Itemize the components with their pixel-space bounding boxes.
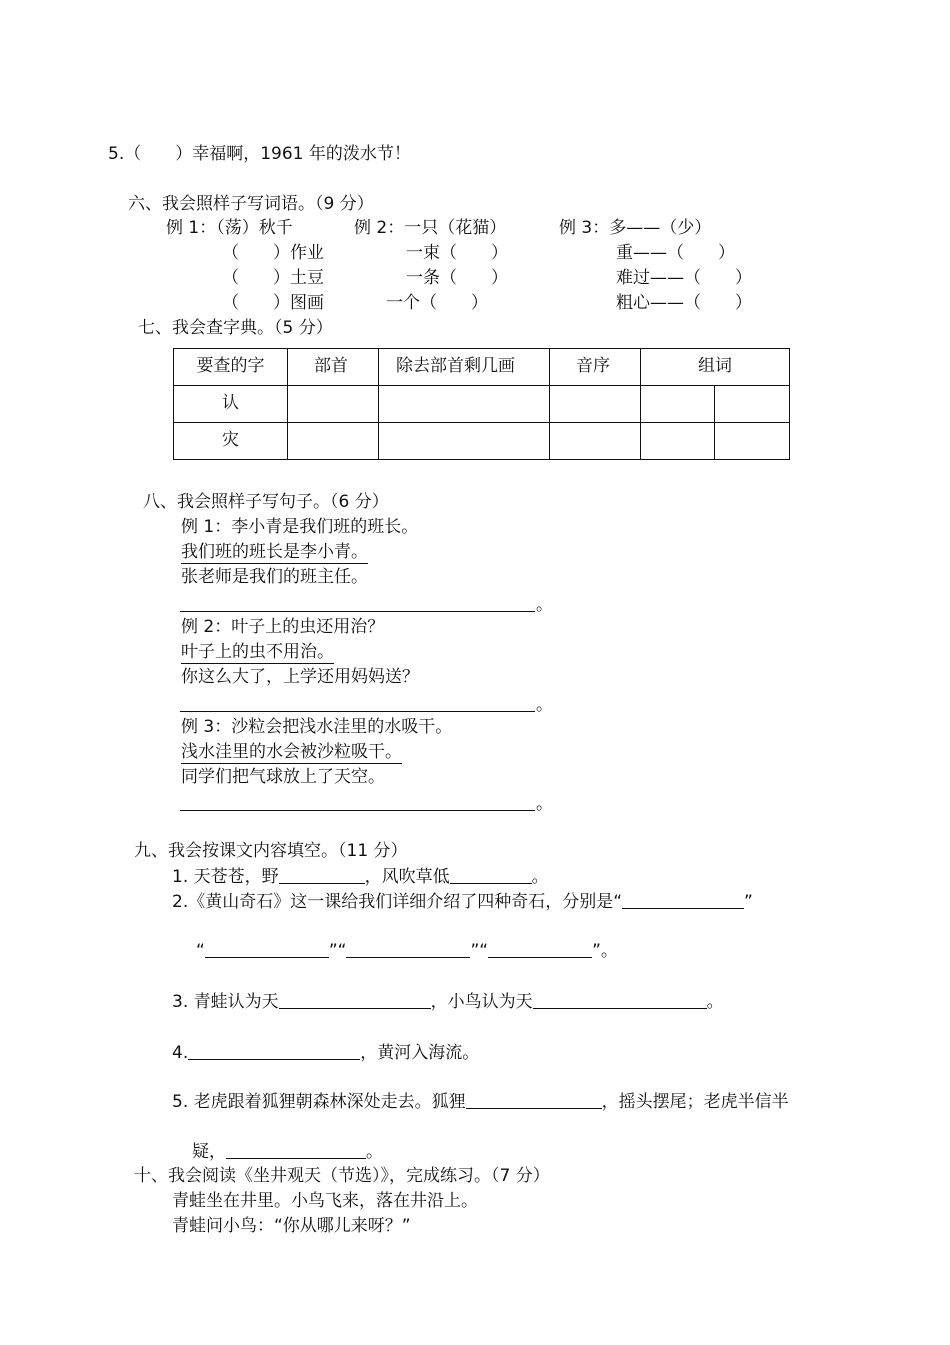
dictionary-table — [173, 348, 790, 460]
s10-passage-line: 青蛙坐在井里。小鸟飞来，落在井沿上。 — [172, 1191, 478, 1211]
answer-cell[interactable] — [641, 423, 715, 460]
s8-example-1: 例 1：李小青是我们班的班长。 — [181, 517, 419, 537]
fill-blank[interactable] — [533, 990, 707, 1009]
s6-col2-item: 一条（ ） — [406, 268, 508, 288]
period: 。 — [536, 695, 553, 715]
section-6-heading: 六、我会照样子写词语。（9 分） — [128, 194, 374, 214]
period: 。 — [536, 794, 553, 814]
s6-col3-item: 重——（ ） — [616, 243, 735, 263]
answer-cell[interactable] — [550, 423, 641, 460]
s8-example-3: 例 3：沙粒会把浅水洼里的水吸干。 — [181, 717, 453, 737]
s8-question-3: 同学们把气球放上了天空。 — [181, 767, 385, 787]
fill-blank[interactable] — [622, 890, 744, 909]
answer-line[interactable] — [180, 611, 535, 612]
answer-cell[interactable] — [379, 423, 550, 460]
table-cell-character: 认 — [174, 386, 288, 423]
table-row — [174, 423, 790, 460]
s8-example-2: 例 2：叶子上的虫还用治？ — [181, 617, 385, 637]
s6-col2-item: 一个（ ） — [386, 293, 488, 313]
table-header-cell: 除去部首剩几画 — [379, 349, 550, 386]
s9-item-2-cont: “ ”“ ”“ ”。 — [196, 941, 618, 961]
period: 。 — [536, 595, 553, 615]
section-10-heading: 十、我会阅读《坐井观天（节选）》，完成练习。（7 分） — [134, 1166, 550, 1186]
s9-item-2: 2.《黄山奇石》这一课给我们详细介绍了四种奇石，分别是“ ” — [172, 892, 753, 912]
s8-example-3-answer: 浅水洼里的水会被沙粒吸干。 — [181, 742, 402, 762]
section-8-heading: 八、我会照样子写句子。（6 分） — [143, 492, 389, 512]
fill-blank[interactable] — [450, 865, 532, 884]
s6-col3-item: 粗心——（ ） — [616, 293, 752, 313]
s6-col2-item: 一束（ ） — [406, 243, 508, 263]
fill-blank[interactable] — [205, 939, 329, 958]
section-7-heading: 七、我会查字典。（5 分） — [138, 318, 333, 338]
s6-col1-item: （ ）作业 — [222, 243, 324, 263]
fill-blank[interactable] — [466, 1090, 602, 1109]
s9-item-5: 5. 老虎跟着狐狸朝森林深处走去。狐狸 ，摇头摆尾；老虎半信半 — [172, 1092, 789, 1112]
fill-blank[interactable] — [346, 939, 470, 958]
s10-passage-line: 青蛙问小鸟：“你从哪儿来呀？” — [172, 1216, 411, 1236]
answer-cell[interactable] — [715, 423, 790, 460]
question-5: 5.（ ）幸福啊，1961 年的泼水节！ — [108, 144, 411, 164]
answer-cell[interactable] — [641, 386, 715, 423]
answer-line[interactable] — [180, 711, 535, 712]
s8-example-2-answer: 叶子上的虫不用治。 — [181, 642, 334, 662]
s6-col1-item: （ ）图画 — [222, 293, 324, 313]
s6-col1-item: （ ）土豆 — [222, 268, 324, 288]
s6-example-3: 例 3：多——（少） — [559, 218, 712, 238]
answer-cell[interactable] — [288, 423, 379, 460]
table-header-cell: 部首 — [288, 349, 379, 386]
table-header-cell: 要查的字 — [174, 349, 288, 386]
s6-example-2: 例 2：一只（花猫） — [354, 218, 507, 238]
s8-question-1: 张老师是我们的班主任。 — [181, 567, 368, 587]
table-header-cell: 组词 — [641, 349, 790, 386]
fill-blank[interactable] — [226, 1140, 366, 1159]
s9-item-1: 1. 天苍苍，野 ，风吹草低 。 — [172, 867, 549, 887]
fill-blank[interactable] — [279, 865, 365, 884]
s6-col3-item: 难过——（ ） — [616, 268, 752, 288]
s9-item-3: 3. 青蛙认为天 ，小鸟认为天 。 — [172, 992, 724, 1012]
answer-cell[interactable] — [379, 386, 550, 423]
table-row — [174, 386, 790, 423]
answer-cell[interactable] — [550, 386, 641, 423]
fill-blank[interactable] — [188, 1041, 360, 1060]
answer-line[interactable] — [180, 810, 535, 811]
fill-blank[interactable] — [279, 990, 431, 1009]
section-9-heading: 九、我会按课文内容填空。（11 分） — [134, 841, 408, 861]
fill-blank[interactable] — [488, 939, 592, 958]
table-header-cell: 音序 — [550, 349, 641, 386]
s9-item-5-cont: 疑， 。 — [192, 1142, 383, 1162]
s8-question-2: 你这么大了，上学还用妈妈送？ — [181, 667, 419, 687]
table-cell-character: 灾 — [174, 423, 288, 460]
s9-item-4: 4. ，黄河入海流。 — [172, 1043, 480, 1063]
answer-cell[interactable] — [288, 386, 379, 423]
s6-example-1: 例 1：（荡）秋千 — [166, 218, 293, 238]
answer-cell[interactable] — [715, 386, 790, 423]
s8-example-1-answer: 我们班的班长是李小青。 — [181, 542, 368, 562]
